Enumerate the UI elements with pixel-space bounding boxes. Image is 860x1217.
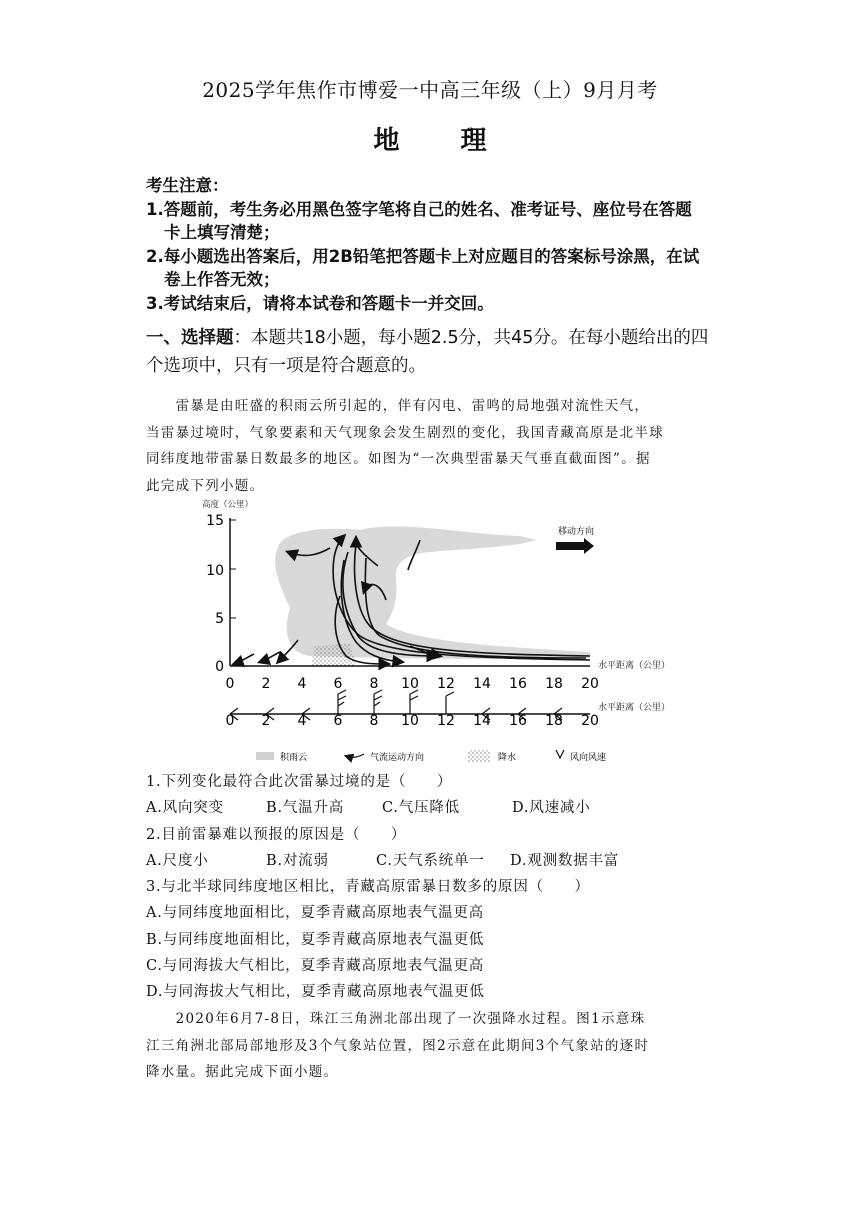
svg-text:10: 10	[401, 676, 419, 692]
svg-text:8: 8	[369, 713, 379, 729]
exam-notice	[146, 174, 746, 315]
svg-text:18: 18	[545, 713, 563, 729]
legend-airflow-arrow	[346, 754, 364, 757]
svg-text:14: 14	[473, 713, 491, 729]
svg-text:6: 6	[333, 713, 343, 729]
y-tick: 5	[215, 611, 224, 627]
legend-cloud: 积雨云	[280, 753, 308, 763]
cumulonimbus-cloud	[275, 526, 590, 658]
passage-line: 江三角洲北部局部地形及3个气象站位置，图2示意在此期间3个气象站的逐时	[146, 1037, 650, 1054]
svg-text:16: 16	[509, 676, 527, 692]
option[interactable]: B.对流弱	[266, 852, 329, 869]
notice-item-1: 1.答题前，考生务必用黑色签字笔将自己的姓名、准考证号、座位号在答题 卡上填写清楚；	[146, 199, 692, 242]
notice-item-3: 3.考试结束后，请将本试卷和答题卡一并交回。	[146, 293, 494, 313]
thunderstorm-cross-section-figure	[180, 496, 680, 768]
svg-text:0: 0	[225, 676, 235, 692]
option[interactable]: C.与同海拔大气相比，夏季青藏高原地表气温更高	[146, 958, 485, 975]
x-axis-label-top: 水平距离（公里）	[598, 661, 671, 671]
question-1-stem: 1.下列变化最符合此次雷暴过境的是（ ）	[146, 774, 453, 790]
svg-text:4: 4	[297, 713, 307, 729]
y-axis-label: 高度（公里）	[202, 500, 254, 510]
svg-text:12: 12	[437, 676, 455, 692]
section-text-1: ：本题共18小题，每小题2.5分，共45分。在每小题给出的四	[233, 328, 709, 348]
legend-wind: 风向风速	[570, 753, 607, 763]
move-direction-arrow	[556, 538, 594, 554]
question-3-stem: 3.与北半球同纬度地区相比，青藏高原雷暴日数多的原因（ ）	[146, 879, 590, 896]
section-label: 一、选择题	[146, 328, 234, 348]
svg-text:0: 0	[225, 713, 235, 729]
question-2-stem: 2.目前雷暴难以预报的原因是（ ）	[146, 826, 407, 843]
passage-line: 同纬度地带雷暴日数最多的地区。如图为“一次典型雷暴天气垂直截面图”。据	[146, 451, 651, 467]
passage-line: 2020年6月7-8日，珠江三角洲北部出现了一次强降水过程。图1示意珠	[146, 1011, 646, 1027]
svg-text:18: 18	[545, 676, 563, 692]
passage-thunderstorm	[146, 393, 724, 499]
subject-title: 地 理	[373, 126, 513, 156]
svg-text:2: 2	[261, 713, 271, 729]
option[interactable]: C.天气系统单一	[376, 852, 485, 869]
figure-legend	[256, 750, 606, 763]
question-2-options	[146, 848, 746, 874]
svg-text:20: 20	[581, 676, 599, 692]
notice-item-2: 2.每小题选出答案后，用2B铅笔把答题卡上对应题目的答案标号涂黑，在试 卷上作答无效；	[146, 246, 700, 289]
svg-text:4: 4	[297, 676, 307, 692]
passage-line: 雷暴是由旺盛的积雨云所引起的，伴有闪电、雷鸣的局地强对流性天气，	[146, 398, 650, 414]
option[interactable]: D.观测数据丰富	[510, 852, 620, 869]
svg-text:20: 20	[581, 713, 599, 729]
x-axis-label-bottom: 水平距离（公里）	[598, 703, 671, 713]
svg-text:8: 8	[369, 676, 379, 692]
y-tick: 0	[215, 659, 224, 675]
option[interactable]: B.与同纬度地面相比，夏季青藏高原地表气温更低	[146, 931, 485, 948]
legend-wind-barb	[556, 750, 564, 758]
question-1-options	[146, 795, 746, 821]
option[interactable]: A.尺度小	[146, 852, 209, 869]
option[interactable]: A.与同纬度地面相比，夏季青藏高原地表气温更高	[146, 905, 484, 922]
legend-cloud-swatch	[256, 752, 274, 760]
move-direction-label: 移动方向	[558, 527, 595, 537]
legend-rain: 降水	[498, 753, 517, 763]
x-ticks-top	[226, 676, 599, 692]
x-ticks-bottom	[226, 713, 599, 729]
passage-line: 当雷暴过境时，气象要素和天气现象会发生剧烈的变化，我国青藏高原是北半球	[146, 424, 664, 441]
svg-text:10: 10	[401, 713, 419, 729]
passage-pearl-river-delta	[146, 1006, 724, 1086]
section-text-2: 个选项中，只有一项是符合题意的。	[146, 356, 426, 376]
svg-text:14: 14	[473, 676, 491, 692]
question-block	[146, 769, 746, 1006]
section-heading	[146, 324, 736, 380]
svg-text:2: 2	[261, 676, 271, 692]
svg-text:6: 6	[333, 676, 343, 692]
svg-text:16: 16	[509, 713, 527, 729]
option[interactable]: B.气温升高	[266, 800, 345, 817]
notice-heading: 考生注意：	[146, 176, 229, 195]
y-ticks	[206, 513, 236, 675]
option[interactable]: C.气压降低	[382, 800, 460, 817]
rain-area	[312, 644, 356, 666]
legend-airflow: 气流运动方向	[370, 753, 425, 763]
option[interactable]: D.与同海拔大气相比，夏季青藏高原地表气温更低	[146, 984, 485, 1001]
legend-rain-swatch	[468, 750, 490, 762]
passage-line: 此完成下列小题。	[146, 477, 265, 494]
option[interactable]: D.风速减小	[512, 800, 591, 817]
exam-title: 2025学年焦作市博爱一中高三年级（上）9月月考	[202, 78, 658, 102]
option[interactable]: A.风向突变	[146, 800, 224, 817]
y-tick: 15	[206, 513, 224, 529]
passage-line: 降水量。据此完成下面小题。	[146, 1064, 339, 1080]
svg-text:12: 12	[437, 713, 455, 729]
y-tick: 10	[206, 563, 224, 579]
